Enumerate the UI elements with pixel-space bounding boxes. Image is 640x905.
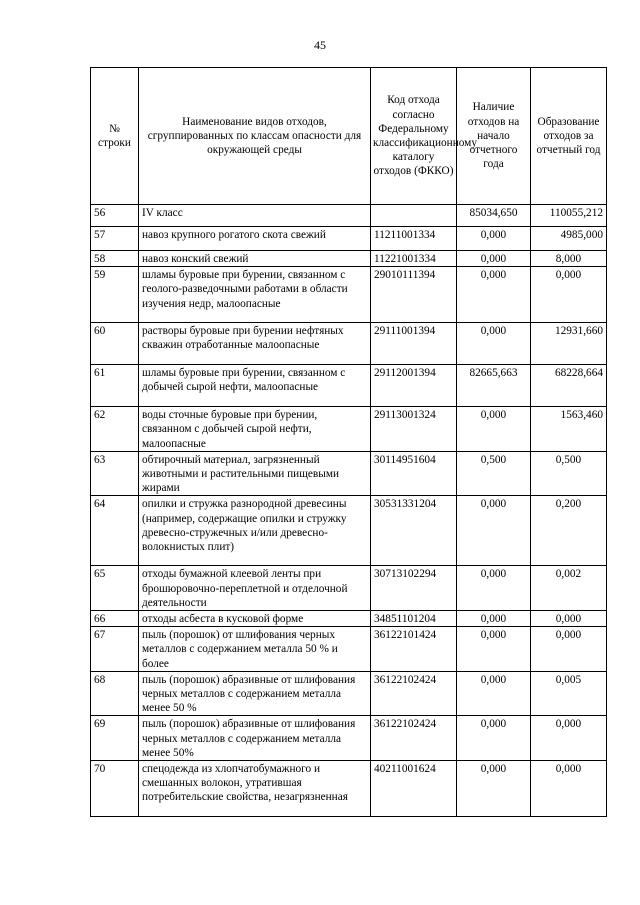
row-number-cell: 66 bbox=[91, 611, 139, 627]
waste-name-cell: растворы буровые при бурении нефтяных скважин отработанные малоопасные bbox=[139, 323, 371, 365]
formed-amount-cell: 0,005 bbox=[531, 671, 607, 716]
formed-amount-cell: 0,000 bbox=[531, 611, 607, 627]
waste-name-cell: отходы асбеста в кусковой форме bbox=[139, 611, 371, 627]
start-amount-cell: 0,000 bbox=[457, 716, 531, 761]
waste-code-cell: 30114951604 bbox=[371, 451, 457, 496]
start-amount-cell: 0,000 bbox=[457, 496, 531, 566]
row-number-cell: 70 bbox=[91, 761, 139, 817]
waste-code-cell: 30531331204 bbox=[371, 496, 457, 566]
waste-name-cell: обтирочный материал, загрязненный животными и растительными пищевыми жирами bbox=[139, 451, 371, 496]
table-row bbox=[91, 761, 607, 817]
row-number-cell: 61 bbox=[91, 365, 139, 407]
waste-code-cell: 11211001334 bbox=[371, 227, 457, 251]
start-amount-cell: 0,000 bbox=[457, 267, 531, 323]
header-row-number: № строки bbox=[91, 68, 139, 205]
formed-amount-cell: 0,000 bbox=[531, 716, 607, 761]
row-number-cell: 69 bbox=[91, 716, 139, 761]
formed-amount-cell: 0,000 bbox=[531, 761, 607, 817]
start-amount-cell: 0,000 bbox=[457, 323, 531, 365]
row-number-cell: 56 bbox=[91, 205, 139, 227]
table-row bbox=[91, 566, 607, 611]
table-row bbox=[91, 451, 607, 496]
header-name: Наименование видов отходов, сгруппированных по классам опасности для окружающей среды bbox=[139, 68, 371, 205]
waste-name-cell: навоз крупного рогатого скота свежий bbox=[139, 227, 371, 251]
waste-code-cell: 36122102424 bbox=[371, 671, 457, 716]
header-code: Код отхода согласно Федеральному классификационному каталогу отходов (ФККО) bbox=[371, 68, 457, 205]
table-row bbox=[91, 716, 607, 761]
waste-code-cell: 40211001624 bbox=[371, 761, 457, 817]
table-row bbox=[91, 267, 607, 323]
waste-name-cell: IV класс bbox=[139, 205, 371, 227]
start-amount-cell: 0,000 bbox=[457, 671, 531, 716]
formed-amount-cell: 12931,660 bbox=[531, 323, 607, 365]
start-amount-cell: 82665,663 bbox=[457, 365, 531, 407]
formed-amount-cell: 1563,460 bbox=[531, 407, 607, 452]
start-amount-cell: 0,000 bbox=[457, 566, 531, 611]
formed-amount-cell: 4985,000 bbox=[531, 227, 607, 251]
table-header-row bbox=[91, 68, 607, 205]
row-number-cell: 64 bbox=[91, 496, 139, 566]
waste-code-cell: 29111001394 bbox=[371, 323, 457, 365]
waste-code-cell: 30713102294 bbox=[371, 566, 457, 611]
waste-name-cell: пыль (порошок) абразивные от шлифования черных металлов с содержанием металла менее 50% bbox=[139, 716, 371, 761]
start-amount-cell: 0,000 bbox=[457, 227, 531, 251]
waste-code-cell: 29010111394 bbox=[371, 267, 457, 323]
table-row bbox=[91, 323, 607, 365]
waste-code-cell: 29112001394 bbox=[371, 365, 457, 407]
waste-table bbox=[90, 67, 607, 817]
waste-name-cell: спецодежда из хлопчатобумажного и смешанных волокон, утратившая потребительские свойства, незагрязненная bbox=[139, 761, 371, 817]
waste-code-cell: 11221001334 bbox=[371, 251, 457, 267]
waste-code-cell: 36122101424 bbox=[371, 627, 457, 672]
table-row bbox=[91, 496, 607, 566]
start-amount-cell: 0,000 bbox=[457, 761, 531, 817]
table-row bbox=[91, 671, 607, 716]
table-row bbox=[91, 205, 607, 227]
waste-name-cell: шламы буровые при бурении, связанном с геолого-разведочными работами в области изучения недр, малоопасные bbox=[139, 267, 371, 323]
header-start-amount: Наличие отходов на начало отчетного года bbox=[457, 68, 531, 205]
waste-code-cell: 34851101204 bbox=[371, 611, 457, 627]
table-row bbox=[91, 407, 607, 452]
waste-code-cell: 36122102424 bbox=[371, 716, 457, 761]
formed-amount-cell: 8,000 bbox=[531, 251, 607, 267]
formed-amount-cell: 68228,664 bbox=[531, 365, 607, 407]
waste-code-cell bbox=[371, 205, 457, 227]
row-number-cell: 60 bbox=[91, 323, 139, 365]
table-row bbox=[91, 627, 607, 672]
header-formed: Образование отходов за отчетный год bbox=[531, 68, 607, 205]
table-row bbox=[91, 227, 607, 251]
row-number-cell: 58 bbox=[91, 251, 139, 267]
table-row bbox=[91, 365, 607, 407]
formed-amount-cell: 0,000 bbox=[531, 267, 607, 323]
formed-amount-cell: 0,002 bbox=[531, 566, 607, 611]
page-number: 45 bbox=[314, 38, 326, 52]
waste-name-cell: пыль (порошок) абразивные от шлифования черных металлов с содержанием металла менее 50 % bbox=[139, 671, 371, 716]
waste-name-cell: отходы бумажной клеевой ленты при брошюровочно-переплетной и отделочной деятельности bbox=[139, 566, 371, 611]
waste-name-cell: шламы буровые при бурении, связанном с добычей сырой нефти, малоопасные bbox=[139, 365, 371, 407]
row-number-cell: 59 bbox=[91, 267, 139, 323]
waste-name-cell: навоз конский свежий bbox=[139, 251, 371, 267]
row-number-cell: 63 bbox=[91, 451, 139, 496]
row-number-cell: 68 bbox=[91, 671, 139, 716]
table-body bbox=[91, 205, 607, 817]
waste-name-cell: опилки и стружка разнородной древесины (например, содержащие опилки и стружку древесно-стружечных и/или древесно-волокнистых плит) bbox=[139, 496, 371, 566]
row-number-cell: 62 bbox=[91, 407, 139, 452]
formed-amount-cell: 0,500 bbox=[531, 451, 607, 496]
formed-amount-cell: 0,000 bbox=[531, 627, 607, 672]
start-amount-cell: 0,500 bbox=[457, 451, 531, 496]
row-number-cell: 67 bbox=[91, 627, 139, 672]
start-amount-cell: 85034,650 bbox=[457, 205, 531, 227]
formed-amount-cell: 0,200 bbox=[531, 496, 607, 566]
row-number-cell: 65 bbox=[91, 566, 139, 611]
start-amount-cell: 0,000 bbox=[457, 611, 531, 627]
waste-code-cell: 29113001324 bbox=[371, 407, 457, 452]
waste-name-cell: воды сточные буровые при бурении, связанном с добычей сырой нефти, малоопасные bbox=[139, 407, 371, 452]
table-row bbox=[91, 611, 607, 627]
start-amount-cell: 0,000 bbox=[457, 407, 531, 452]
start-amount-cell: 0,000 bbox=[457, 627, 531, 672]
row-number-cell: 57 bbox=[91, 227, 139, 251]
formed-amount-cell: 110055,212 bbox=[531, 205, 607, 227]
start-amount-cell: 0,000 bbox=[457, 251, 531, 267]
waste-name-cell: пыль (порошок) от шлифования черных металлов с содержанием металла 50 % и более bbox=[139, 627, 371, 672]
table-row bbox=[91, 251, 607, 267]
